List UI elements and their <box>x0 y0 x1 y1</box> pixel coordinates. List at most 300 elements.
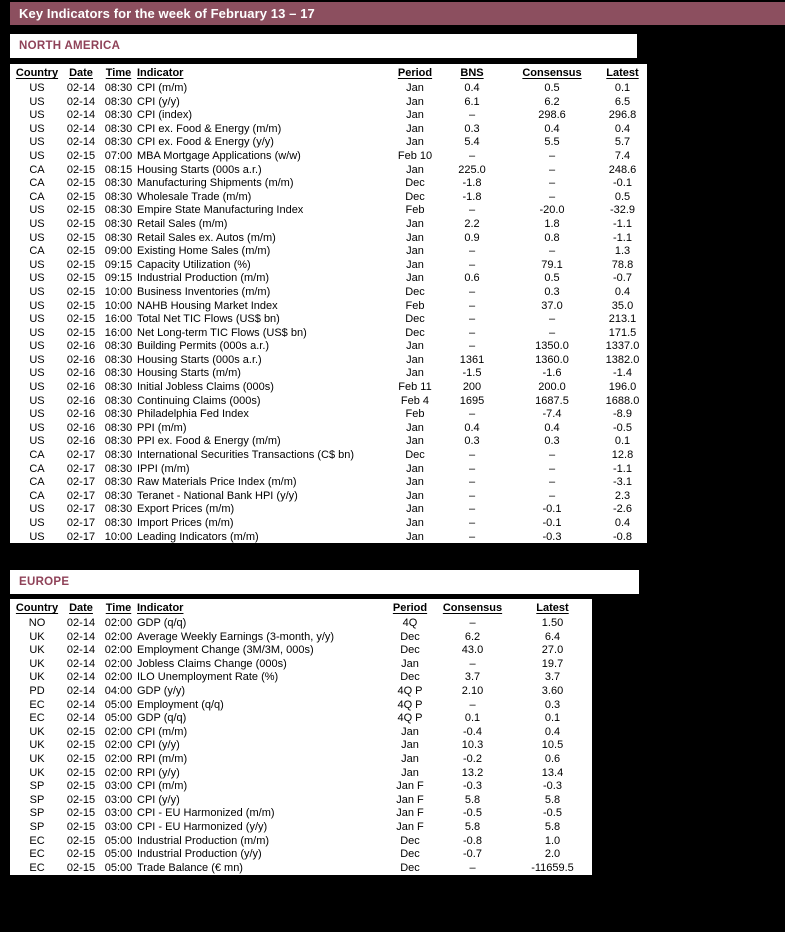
table-cell: 6.2 <box>464 630 481 643</box>
table-row <box>12 517 645 531</box>
table-cell: 2.0 <box>544 848 561 861</box>
table-cell: – <box>548 313 556 326</box>
table-row <box>12 109 645 123</box>
table-cell: CPI - EU Harmonized (y/y) <box>137 820 268 833</box>
table-cell: 13.2 <box>461 766 484 779</box>
table-cell: 03:00 <box>104 807 133 820</box>
table-cell: 3.60 <box>541 684 564 697</box>
table-cell: 08:30 <box>104 476 133 489</box>
column-header-bns: BNS <box>460 67 484 79</box>
table-cell: US <box>29 217 45 230</box>
table-cell: US <box>29 82 45 94</box>
table-cell: 02-15 <box>66 272 96 285</box>
table-row <box>12 848 590 862</box>
table-cell: 02:00 <box>104 739 133 752</box>
table-cell: Export Prices (m/m) <box>137 503 235 516</box>
table-cell: Dec <box>400 861 420 874</box>
table-cell: 02-17 <box>66 503 96 516</box>
table-cell: 02-15 <box>66 861 96 874</box>
table-cell: Jan F <box>396 780 424 793</box>
table-cell: 02-15 <box>66 793 96 806</box>
table-row <box>12 739 590 753</box>
table-cell: – <box>468 408 476 421</box>
table-row <box>12 313 645 327</box>
table-cell: US <box>29 285 45 298</box>
table-cell: 02-16 <box>66 408 96 421</box>
table-cell: 08:30 <box>104 435 133 448</box>
table-cell: Business Inventories (m/m) <box>137 285 271 298</box>
table-cell: 08:30 <box>104 231 133 244</box>
table-row <box>12 780 590 794</box>
table-cell: 05:00 <box>104 834 133 847</box>
table-cell: 248.6 <box>608 163 637 176</box>
table-cell: 0.4 <box>544 421 560 434</box>
table-cell: 02-15 <box>66 231 96 244</box>
table-row <box>12 150 645 164</box>
table-cell: GDP (q/q) <box>137 712 187 725</box>
table-cell: 0.5 <box>544 272 560 285</box>
table-cell: 296.8 <box>608 109 637 122</box>
table-cell: 07:00 <box>104 149 133 162</box>
table-cell: CPI (index) <box>137 109 193 122</box>
table-cell: 02-15 <box>66 766 96 779</box>
table-cell: Trade Balance (€ mn) <box>137 861 243 874</box>
table-cell: Jan <box>406 462 424 475</box>
table-cell: 27.0 <box>541 644 564 657</box>
table-cell: RPI (m/m) <box>137 752 188 765</box>
table-cell: 6.2 <box>544 95 560 108</box>
table-cell: 0.4 <box>614 285 631 298</box>
table-cell: Jan <box>406 82 424 94</box>
table-cell: 02-16 <box>66 367 96 380</box>
table-cell: Jan <box>406 435 424 448</box>
table-row <box>12 218 645 232</box>
table-cell: Jan <box>406 340 424 353</box>
table-cell: -0.1 <box>613 177 632 190</box>
table-cell: -0.1 <box>542 517 562 529</box>
table-cell: – <box>468 258 476 271</box>
table-row <box>12 835 590 849</box>
table-cell: US <box>29 109 45 122</box>
table-cell: 5.5 <box>544 136 560 149</box>
table-cell: 0.1 <box>464 712 481 725</box>
table-cell: 02:00 <box>104 671 133 684</box>
table-cell: US <box>29 517 45 529</box>
table-cell: 02-15 <box>66 752 96 765</box>
table-cell: 79.1 <box>541 258 563 271</box>
table-cell: Jan <box>401 752 419 765</box>
table-cell: 02:00 <box>104 725 133 738</box>
table-cell: -11659.5 <box>531 861 574 874</box>
table-cell: Employment Change (3M/3M, 000s) <box>137 644 314 657</box>
table-row <box>12 821 590 835</box>
table-cell: – <box>468 313 476 326</box>
table-cell: – <box>468 245 476 258</box>
table-cell: SP <box>29 793 45 806</box>
table-cell: – <box>468 530 476 543</box>
panel-north-america <box>10 62 647 545</box>
column-header-period: Period <box>392 602 428 614</box>
table-row <box>12 367 645 381</box>
table-cell: Dec <box>405 177 425 190</box>
table-cell: 0.4 <box>464 82 480 94</box>
column-header-latest: Latest <box>536 602 569 614</box>
table-row <box>12 671 590 685</box>
table-cell: Feb <box>405 408 425 421</box>
table-row <box>12 232 645 246</box>
table-row <box>12 726 590 740</box>
table-cell: 02:00 <box>104 644 133 657</box>
table-cell: Jan <box>406 272 424 285</box>
table-cell: US <box>29 381 45 394</box>
table-cell: – <box>468 476 476 489</box>
table-cell: 08:30 <box>104 82 133 94</box>
table-cell: 08:30 <box>104 381 133 394</box>
table-cell: PPI (m/m) <box>137 421 187 434</box>
table-cell: Jan <box>401 766 419 779</box>
table-cell: Leading Indicators (m/m) <box>137 530 259 543</box>
section-header-north-america <box>10 34 637 58</box>
table-cell: 02-16 <box>66 353 96 366</box>
table-cell: – <box>469 617 476 629</box>
table-cell: CPI (y/y) <box>137 739 180 752</box>
table-cell: – <box>468 503 476 516</box>
table-cell: 02-16 <box>66 381 96 394</box>
table-cell: UK <box>29 766 45 779</box>
table-cell: 08:30 <box>104 489 133 502</box>
table-cell: 78.8 <box>611 258 634 271</box>
table-cell: CA <box>29 449 45 462</box>
table-cell: 16:00 <box>104 313 133 326</box>
table-cell: 0.1 <box>614 82 631 94</box>
table-cell: SP <box>29 780 45 793</box>
table-cell: -1.1 <box>613 462 632 475</box>
table-cell: Jan <box>406 217 424 230</box>
table-cell: 02-14 <box>66 698 96 711</box>
table-header-row <box>12 66 645 82</box>
table-row <box>12 490 645 504</box>
table-cell: 225.0 <box>458 163 486 176</box>
table-cell: 19.7 <box>541 657 564 670</box>
table-cell: 1.3 <box>614 245 631 258</box>
table-cell: US <box>29 313 45 326</box>
table-cell: US <box>29 367 45 380</box>
table-cell: 02-15 <box>66 313 96 326</box>
table-cell: – <box>468 204 476 217</box>
table-cell: – <box>548 462 556 475</box>
table-cell: 03:00 <box>104 793 133 806</box>
table-cell: 03:00 <box>104 780 133 793</box>
table-cell: Jan <box>406 489 424 502</box>
table-cell: 02-15 <box>66 163 96 176</box>
table-cell: 02-15 <box>66 807 96 820</box>
table-cell: 7.4 <box>614 149 631 162</box>
table-cell: 200.0 <box>538 381 566 394</box>
table-cell: 02-16 <box>66 340 96 353</box>
title-bar <box>10 2 785 25</box>
table-cell: 0.1 <box>614 435 631 448</box>
table-cell: – <box>469 698 476 711</box>
table-cell: – <box>468 517 476 529</box>
table-cell: CPI ex. Food & Energy (y/y) <box>137 136 274 149</box>
section-header-europe <box>10 570 639 594</box>
table-cell: EC <box>29 861 45 874</box>
table-cell: CPI (y/y) <box>137 793 180 806</box>
table-cell: Import Prices (m/m) <box>137 517 234 529</box>
table-cell: -0.5 <box>543 807 562 820</box>
table-cell: 02-15 <box>66 190 96 203</box>
table-cell: Jan <box>406 476 424 489</box>
table-row <box>12 123 645 137</box>
table-cell: Jobless Claims Change (000s) <box>137 657 287 670</box>
table-cell: Dec <box>405 449 425 462</box>
table-cell: 02-16 <box>66 435 96 448</box>
table-row <box>12 658 590 672</box>
table-cell: -0.5 <box>613 421 632 434</box>
page-title: Key Indicators for the week of February 13 – 17 <box>19 6 315 21</box>
table-cell: 0.3 <box>464 435 480 448</box>
table-cell: 08:30 <box>104 517 133 529</box>
table-cell: 213.1 <box>608 313 637 326</box>
table-row <box>12 794 590 808</box>
table-cell: 10.3 <box>461 739 484 752</box>
table-cell: Industrial Production (m/m) <box>137 272 270 285</box>
table-cell: Jan <box>406 95 424 108</box>
column-header-consensus: Consensus <box>442 602 503 614</box>
table-cell: -0.7 <box>463 848 482 861</box>
table-cell: Dec <box>405 285 425 298</box>
table-cell: US <box>29 299 45 312</box>
table-cell: 0.4 <box>464 421 480 434</box>
table-cell: Feb 4 <box>400 394 430 407</box>
table-cell: 02-14 <box>66 136 96 149</box>
table-cell: 08:30 <box>104 177 133 190</box>
table-cell: 08:30 <box>104 394 133 407</box>
table-cell: 1360.0 <box>535 353 569 366</box>
table-cell: -0.1 <box>542 503 562 516</box>
table-cell: 1688.0 <box>605 394 640 407</box>
column-header-time: Time <box>105 602 132 614</box>
table-cell: Dec <box>405 190 425 203</box>
table-cell: -0.2 <box>463 752 482 765</box>
table-cell: 02-15 <box>66 739 96 752</box>
table-cell: 1687.5 <box>535 394 569 407</box>
table-cell: – <box>468 109 476 122</box>
table-cell: 3.7 <box>544 671 561 684</box>
table-cell: 03:00 <box>104 820 133 833</box>
table-cell: – <box>468 299 476 312</box>
table-cell: 1382.0 <box>605 353 640 366</box>
table-cell: Net Long-term TIC Flows (US$ bn) <box>137 326 307 339</box>
table-cell: -3.1 <box>613 476 632 489</box>
table-cell: International Securities Transactions (C$ bn) <box>137 449 355 462</box>
table-cell: 08:30 <box>104 136 133 149</box>
table-cell: 02-17 <box>66 517 96 529</box>
table-cell: 0.1 <box>544 712 561 725</box>
table-row <box>12 862 590 876</box>
column-header-date: Date <box>69 67 93 79</box>
table-cell: -32.9 <box>609 204 636 217</box>
table-cell: US <box>29 326 45 339</box>
table-cell: ILO Unemployment Rate (%) <box>137 671 279 684</box>
table-cell: EC <box>29 712 45 725</box>
table-cell: 02-14 <box>66 109 96 122</box>
table-cell: CA <box>29 489 45 502</box>
table-cell: -1.4 <box>613 367 632 380</box>
table-cell: 02-14 <box>66 95 96 108</box>
table-cell: – <box>548 163 556 176</box>
table-cell: Total Net TIC Flows (US$ bn) <box>137 313 280 326</box>
table-cell: Housing Starts (000s a.r.) <box>137 163 262 176</box>
table-cell: 02-15 <box>66 834 96 847</box>
table-cell: 0.3 <box>464 122 480 135</box>
table-cell: US <box>29 204 45 217</box>
table-cell: 37.0 <box>541 299 563 312</box>
table-cell: 6.4 <box>544 630 561 643</box>
table-row <box>12 96 645 110</box>
table-row <box>12 767 590 781</box>
table-cell: – <box>468 462 476 475</box>
table-cell: – <box>468 489 476 502</box>
table-cell: 02-15 <box>66 285 96 298</box>
table-cell: 6.1 <box>464 95 480 108</box>
table-cell: CA <box>29 245 45 258</box>
table-cell: 05:00 <box>104 698 133 711</box>
table-cell: NAHB Housing Market Index <box>137 299 278 312</box>
table-cell: 43.0 <box>461 644 484 657</box>
column-header-indicator: Indicator <box>137 67 184 79</box>
table-cell: – <box>548 449 556 462</box>
table-cell: 02-14 <box>66 82 96 94</box>
table-cell: CPI (m/m) <box>137 725 188 738</box>
table-row <box>12 449 645 463</box>
table-cell: Jan <box>406 163 424 176</box>
table-cell: 10.5 <box>541 739 564 752</box>
table-cell: Teranet - National Bank HPI (y/y) <box>137 489 298 502</box>
table-cell: 12.8 <box>611 449 634 462</box>
table-cell: 09:15 <box>104 258 133 271</box>
table-cell: 1695 <box>459 394 485 407</box>
table-cell: – <box>468 285 476 298</box>
table-cell: Jan <box>406 122 424 135</box>
table-cell: Philadelphia Fed Index <box>137 408 249 421</box>
table-cell: 08:30 <box>104 449 133 462</box>
section-title-north-america: NORTH AMERICA <box>19 40 121 52</box>
section-title-europe: EUROPE <box>19 576 70 588</box>
table-cell: -0.7 <box>613 272 632 285</box>
table-cell: 02-14 <box>66 644 96 657</box>
table-cell: 08:30 <box>104 109 133 122</box>
table-cell: CA <box>29 476 45 489</box>
table-cell: US <box>29 394 45 407</box>
table-cell: US <box>29 421 45 434</box>
table-cell: Jan F <box>396 820 424 833</box>
column-header-country: Country <box>15 67 59 79</box>
table-cell: Jan F <box>396 807 424 820</box>
table-cell: 0.4 <box>614 122 631 135</box>
table-cell: Continuing Claims (000s) <box>137 394 261 407</box>
table-cell: US <box>29 95 45 108</box>
table-cell: US <box>29 258 45 271</box>
table-cell: 02:00 <box>104 630 133 643</box>
table-cell: – <box>468 340 476 353</box>
table-cell: CA <box>29 462 45 475</box>
table-cell: 0.6 <box>464 272 480 285</box>
table-cell: Average Weekly Earnings (3-month, y/y) <box>137 630 335 643</box>
table-cell: Dec <box>400 671 420 684</box>
table-cell: 0.8 <box>544 231 560 244</box>
table-row <box>12 531 645 545</box>
table-cell: Raw Materials Price Index (m/m) <box>137 476 297 489</box>
column-header-indicator: Indicator <box>137 602 184 614</box>
table-cell: 02-15 <box>66 204 96 217</box>
table-cell: Jan <box>406 503 424 516</box>
table-cell: 08:30 <box>104 462 133 475</box>
table-cell: -2.6 <box>613 503 632 516</box>
table-cell: 02-15 <box>66 149 96 162</box>
table-cell: Retail Sales (m/m) <box>137 217 228 230</box>
table-cell: -1.8 <box>462 190 482 203</box>
table-cell: 10:00 <box>104 285 133 298</box>
table-cell: 02-15 <box>66 725 96 738</box>
table-cell: – <box>548 326 556 339</box>
table-cell: Jan <box>406 136 424 149</box>
table-cell: 0.4 <box>544 725 561 738</box>
table-cell: 08:15 <box>104 163 133 176</box>
table-cell: US <box>29 149 45 162</box>
table-cell: 35.0 <box>611 299 634 312</box>
table-cell: Jan <box>406 353 424 366</box>
table-cell: Dec <box>400 834 420 847</box>
table-cell: IPPI (m/m) <box>137 462 190 475</box>
table-cell: 08:30 <box>104 95 133 108</box>
column-header-period: Period <box>397 67 433 79</box>
table-cell: Feb <box>405 299 425 312</box>
table-cell: SP <box>29 820 45 833</box>
table-row <box>12 245 645 259</box>
table-cell: -8.9 <box>613 408 632 421</box>
table-cell: 4Q P <box>397 712 423 725</box>
table-cell: -1.6 <box>542 367 562 380</box>
table-cell: 02-14 <box>66 712 96 725</box>
table-cell: 5.8 <box>544 793 561 806</box>
table-cell: 02:00 <box>104 766 133 779</box>
table-row <box>12 685 590 699</box>
table-cell: EC <box>29 848 45 861</box>
column-header-date: Date <box>69 602 93 614</box>
table-cell: Employment (q/q) <box>137 698 224 711</box>
table-cell: 08:30 <box>104 421 133 434</box>
table-cell: Jan <box>406 421 424 434</box>
table-cell: 02-15 <box>66 848 96 861</box>
table-cell: 09:15 <box>104 272 133 285</box>
column-header-latest: Latest <box>606 67 639 79</box>
table-cell: RPI (y/y) <box>137 766 180 779</box>
table-cell: 02-17 <box>66 449 96 462</box>
table-cell: 05:00 <box>104 712 133 725</box>
table-cell: 0.9 <box>464 231 480 244</box>
table-row <box>12 354 645 368</box>
table-row <box>12 340 645 354</box>
table-cell: Capacity Utilization (%) <box>137 258 251 271</box>
table-cell: 13.4 <box>541 766 564 779</box>
table-cell: -0.8 <box>463 834 482 847</box>
table-cell: Jan <box>401 725 419 738</box>
table-cell: 02-16 <box>66 394 96 407</box>
table-row <box>12 191 645 205</box>
table-cell: 0.6 <box>544 752 561 765</box>
table-cell: MBA Mortgage Applications (w/w) <box>137 149 301 162</box>
